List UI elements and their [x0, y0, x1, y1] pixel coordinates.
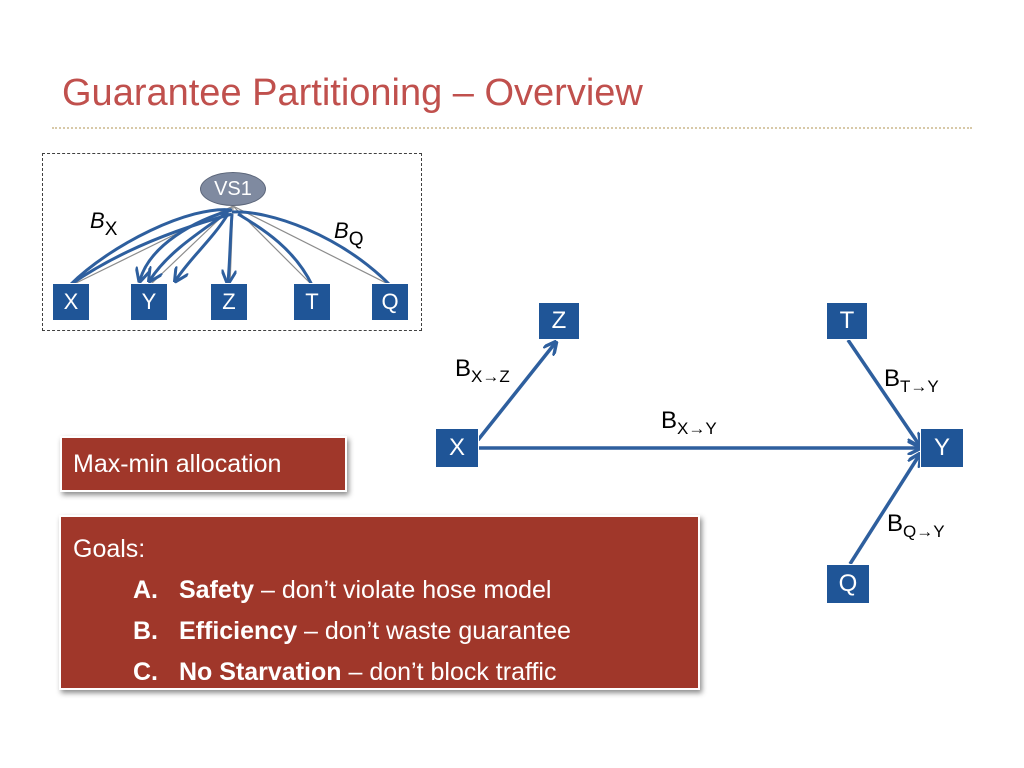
maxmin-callout: Max-min allocation: [60, 436, 347, 492]
edge-q-to-y: [850, 454, 920, 564]
inset-node-t: T: [293, 283, 331, 321]
node-y: Y: [920, 428, 964, 468]
edge-label-x-y: $B_{X\to Y}$: [661, 407, 717, 438]
goal-name: Safety: [179, 576, 255, 604]
goals-callout: [59, 515, 700, 690]
goal-desc: – don’t waste guarantee: [297, 617, 571, 645]
flow-to-z: [228, 214, 232, 282]
goal-desc: – don’t violate hose model: [254, 576, 552, 604]
edge-label-x-z: $B_{X\to Z}$: [455, 355, 510, 386]
edge-label-q-y: $B_{Q\to Y}$: [887, 510, 945, 541]
node-t: T: [826, 302, 868, 340]
inset-node-x: X: [52, 283, 90, 321]
hub-vs1: VS1: [200, 172, 266, 206]
node-q: Q: [826, 564, 870, 604]
goals-heading: Goals:: [73, 535, 146, 563]
hub-link-q: [233, 206, 390, 285]
goal-letter: C.: [133, 658, 158, 686]
edge-label-t-y: $B_{T\to Y}$: [884, 365, 939, 396]
goal-item-no-starvation: [73, 652, 698, 693]
inset-node-z: Z: [210, 283, 248, 321]
goal-name: No Starvation: [179, 658, 342, 686]
goal-desc: – don’t block traffic: [341, 658, 557, 686]
flow-q-out: [232, 212, 390, 285]
inset-node-y: Y: [130, 283, 168, 321]
goal-letter: B.: [133, 617, 158, 645]
slide-title: Guarantee Partitioning – Overview: [62, 72, 643, 114]
inset-node-q: Q: [371, 283, 409, 321]
inset-label-bq: $B_Q$: [334, 218, 364, 250]
node-z: Z: [538, 302, 580, 340]
goal-name: Efficiency: [179, 617, 298, 645]
goal-item-efficiency: [73, 611, 698, 652]
inset-label-bx: $B_X$: [90, 208, 118, 240]
node-x: X: [435, 428, 479, 468]
goal-item-safety: [73, 570, 698, 611]
goal-letter: A.: [133, 576, 158, 604]
